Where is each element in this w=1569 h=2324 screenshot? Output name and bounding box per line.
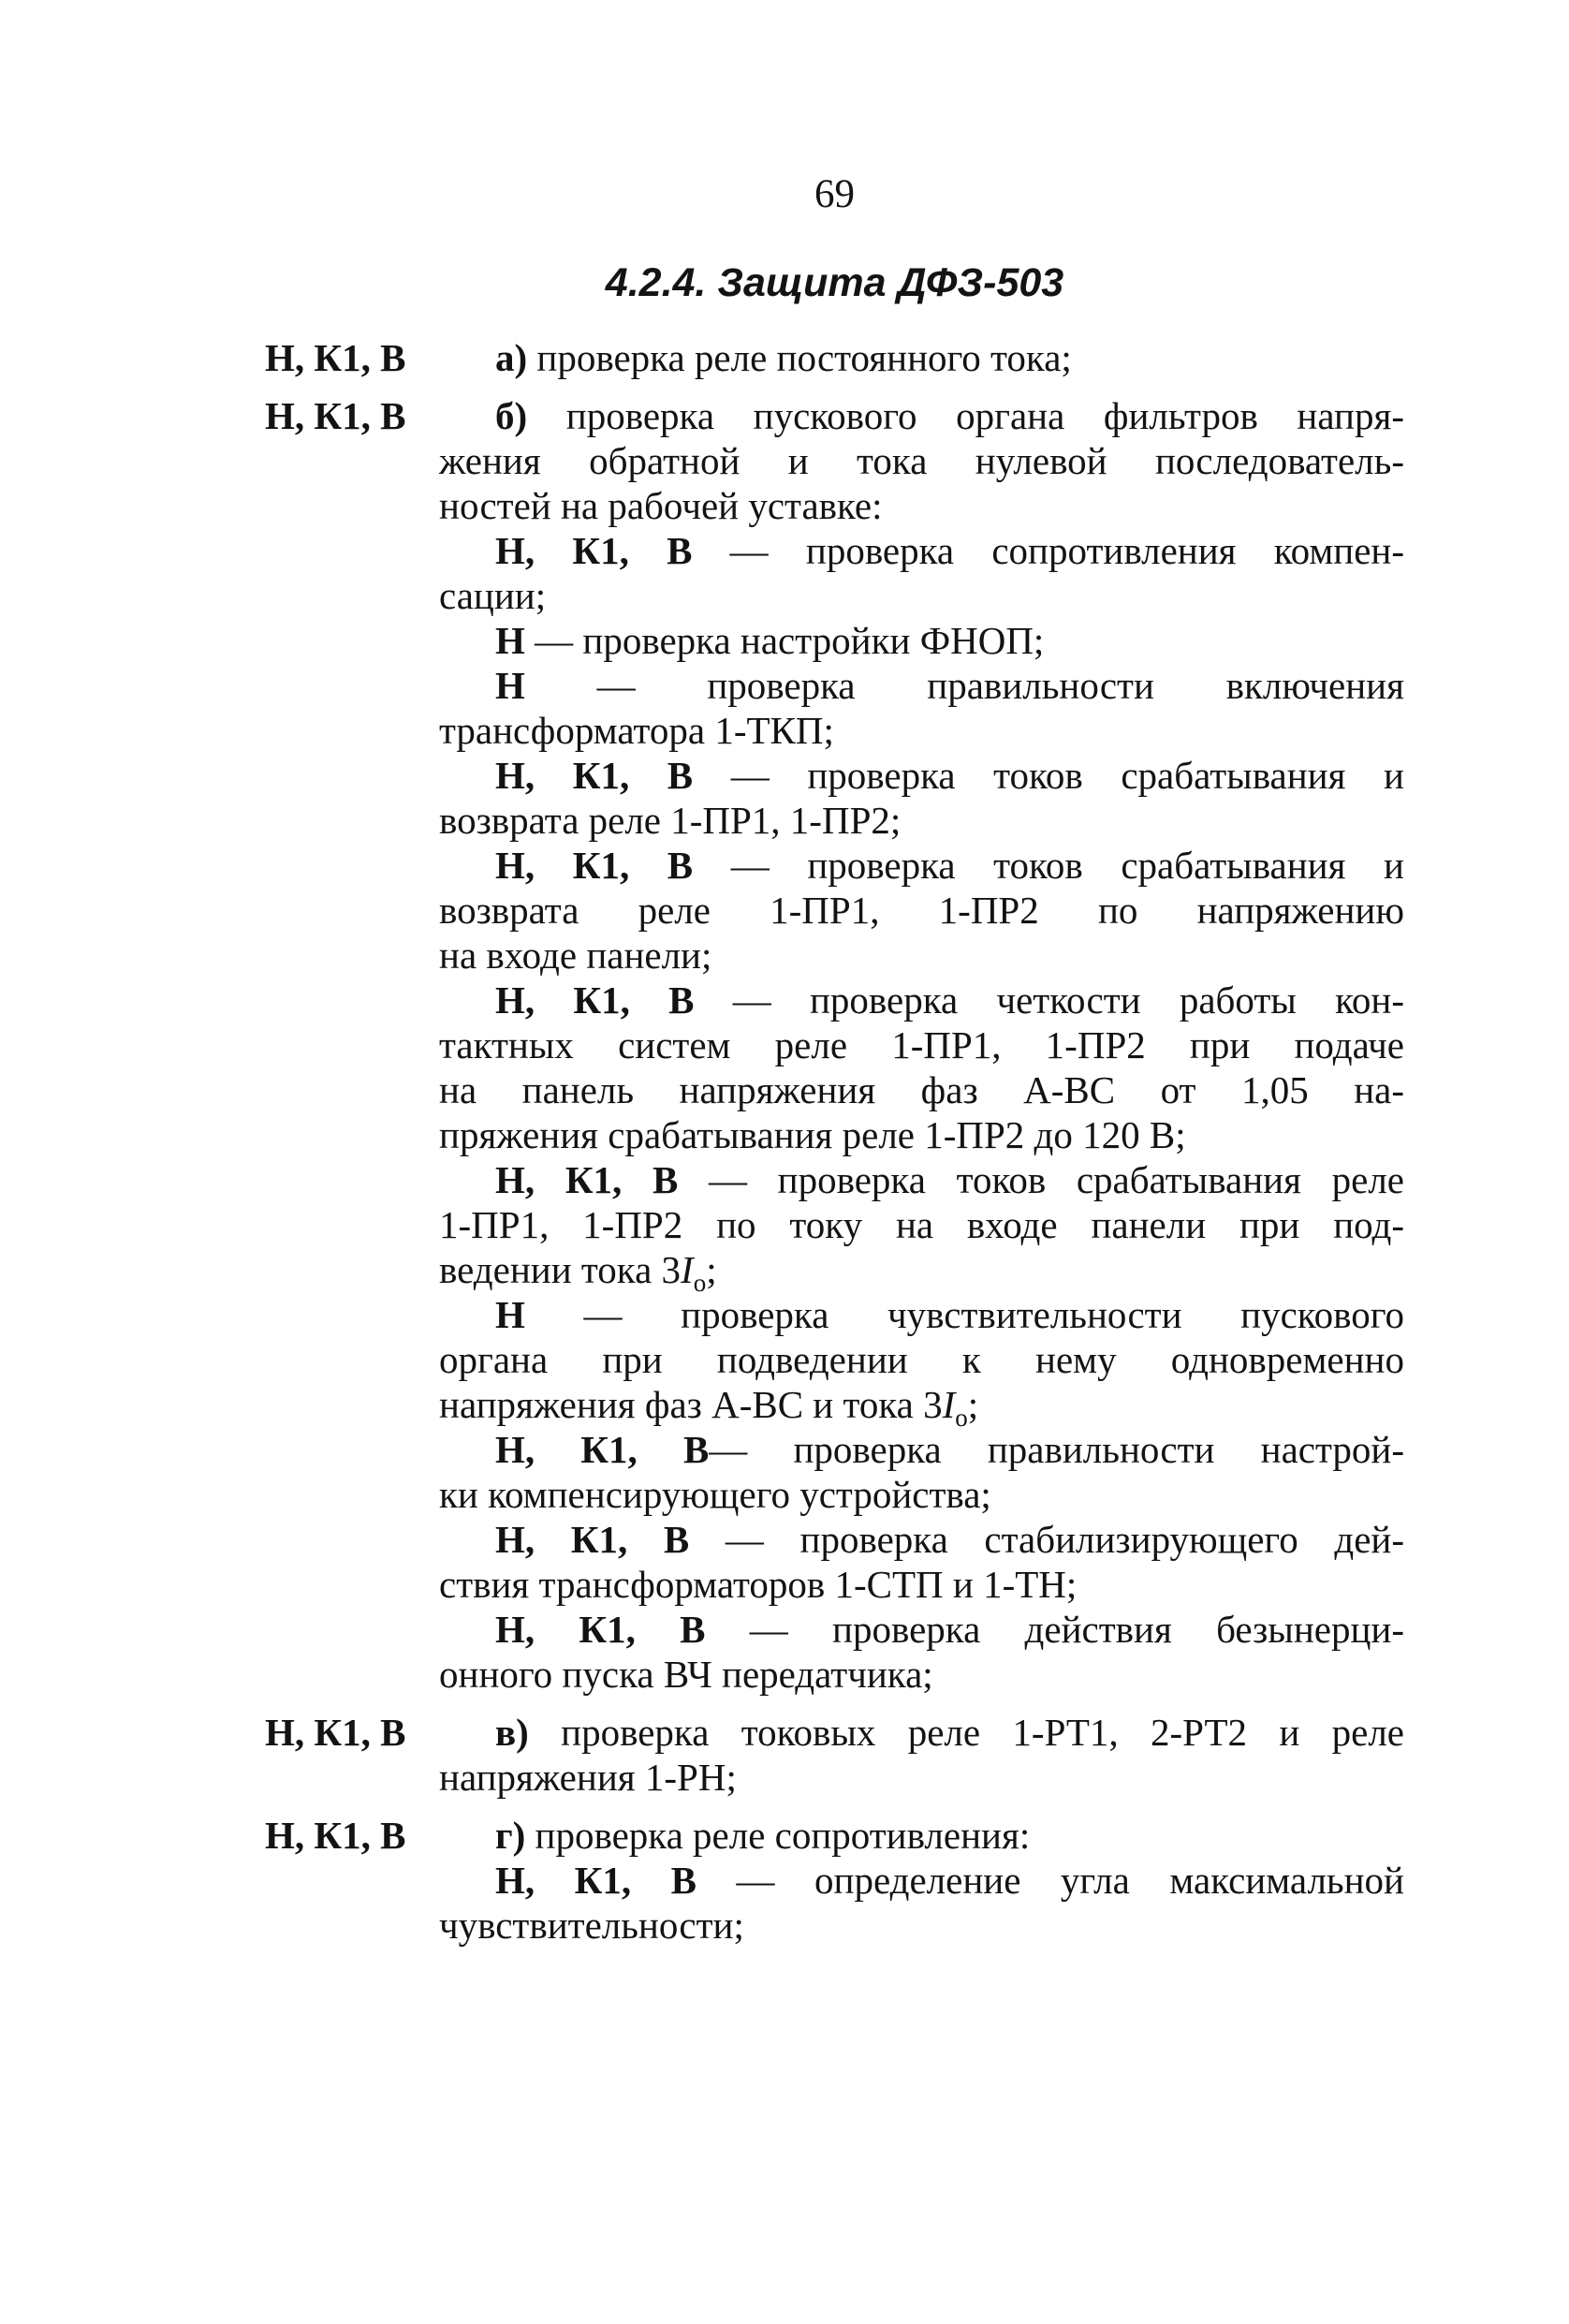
- row-label: Н, К1, В: [265, 336, 406, 379]
- text-line: [439, 843, 1404, 888]
- subitem-prefix: Н, К1, В: [495, 1608, 706, 1651]
- line-text: — проверка сопротивления компен-: [692, 529, 1404, 572]
- subitem-prefix: Н, К1, В: [495, 844, 694, 887]
- text-line: [439, 888, 1404, 933]
- text-line: [439, 393, 1404, 438]
- paragraph: [439, 393, 1404, 528]
- item-marker: б): [495, 394, 528, 437]
- formula-3I0-subscript: о: [693, 1269, 707, 1297]
- text-line: [439, 1903, 1404, 1948]
- requirements-list: [265, 335, 1404, 1948]
- row-body: [439, 335, 1404, 380]
- text-line: [439, 798, 1404, 843]
- line-text: — проверка четкости работы кон-: [694, 978, 1405, 1022]
- line-text: — проверка правильности настрой-: [709, 1428, 1404, 1471]
- subitem-prefix: Н, К1, В: [495, 978, 695, 1022]
- text-line: [439, 708, 1404, 753]
- text-line: [439, 1652, 1404, 1697]
- row-label: Н, К1, В: [265, 1814, 406, 1857]
- line-text: сации;: [439, 574, 547, 617]
- line-text: — определение угла максимальной: [697, 1859, 1405, 1902]
- page-number: 69: [814, 172, 855, 216]
- item-marker: а): [495, 336, 528, 379]
- text-line: [439, 618, 1404, 663]
- sub-paragraph: [439, 618, 1404, 663]
- sub-paragraph: [439, 528, 1404, 618]
- line-text: — проверка токов срабатывания и: [693, 844, 1404, 887]
- row-body: [439, 1710, 1404, 1800]
- line-text: ;: [706, 1248, 717, 1291]
- text-line: [439, 1517, 1404, 1562]
- line-text: онного пуска ВЧ передатчика;: [439, 1653, 933, 1696]
- text-line: [439, 1067, 1404, 1112]
- list-row: [265, 1813, 1404, 1948]
- sub-paragraph: [439, 843, 1404, 978]
- line-text: возврата реле 1-ПР1, 1-ПР2;: [439, 799, 902, 842]
- text-line: [439, 438, 1404, 483]
- text-line: [439, 1858, 1404, 1903]
- text-block: [265, 0, 1404, 1948]
- text-line: [439, 753, 1404, 798]
- line-text: ведении тока 3: [439, 1248, 682, 1291]
- subitem-prefix: Н, К1, В: [495, 1158, 679, 1201]
- text-line: [439, 1562, 1404, 1607]
- sub-paragraph: [439, 663, 1404, 753]
- paragraph: [439, 1813, 1404, 1858]
- text-line: [439, 1427, 1404, 1472]
- paragraph: [439, 335, 1404, 380]
- line-text: — проверка настройки ФНОП;: [524, 619, 1045, 662]
- line-text: возврата реле 1-ПР1, 1-ПР2 по напряжению: [439, 889, 1404, 932]
- text-line: [439, 1292, 1404, 1337]
- subitem-prefix: Н, К1, В: [495, 529, 693, 572]
- line-text: — проверка токов срабатывания реле: [678, 1158, 1404, 1201]
- text-line: [439, 1472, 1404, 1517]
- sub-paragraph: [439, 1517, 1404, 1607]
- line-text: напряжения фаз А-ВС и тока 3: [439, 1383, 943, 1426]
- line-text: проверка пускового органа фильтров напря-: [527, 394, 1404, 437]
- line-text: — проверка действия безынерци-: [705, 1608, 1405, 1651]
- line-text: напряжения 1-РН;: [439, 1756, 737, 1799]
- line-text: на входе панели;: [439, 934, 712, 977]
- line-text: — проверка стабилизирующего дей-: [689, 1518, 1405, 1561]
- line-text: — проверка чувствительности пускового: [524, 1293, 1404, 1336]
- text-line: [439, 1157, 1404, 1202]
- text-line: [439, 1813, 1404, 1858]
- formula-3I0-symbol: I: [681, 1248, 694, 1291]
- row-label: Н, К1, В: [265, 394, 406, 437]
- line-text: ;: [967, 1383, 979, 1426]
- line-text: жения обратной и тока нулевой последователь-: [439, 439, 1404, 482]
- text-line: [439, 1202, 1404, 1247]
- subitem-prefix: Н, К1, В: [495, 1859, 697, 1902]
- text-line: [439, 335, 1404, 380]
- subitem-prefix: Н, К1, В: [495, 1428, 710, 1471]
- text-line: [439, 1607, 1404, 1652]
- text-line: [439, 1112, 1404, 1157]
- text-line: [439, 1337, 1404, 1382]
- sub-paragraph: [439, 978, 1404, 1157]
- text-line: [439, 483, 1404, 528]
- line-text: органа при подведении к нему одновременно: [439, 1338, 1404, 1381]
- subitem-prefix: Н: [495, 619, 525, 662]
- text-line: [439, 1022, 1404, 1067]
- line-text: проверка реле постоянного тока;: [527, 336, 1072, 379]
- line-text: проверка токовых реле 1-РТ1, 2-РТ2 и реле: [528, 1711, 1404, 1754]
- line-text: тактных систем реле 1-ПР1, 1-ПР2 при подаче: [439, 1023, 1404, 1066]
- text-line: [439, 978, 1404, 1022]
- line-text: 1-ПР1, 1-ПР2 по току на входе панели при под-: [439, 1203, 1404, 1246]
- line-text: ки компенсирующего устройства;: [439, 1473, 991, 1516]
- text-line: [439, 1382, 1404, 1432]
- item-marker: в): [495, 1711, 529, 1754]
- text-line: [439, 1710, 1404, 1755]
- paragraph: [439, 1710, 1404, 1800]
- sub-paragraph: [439, 1858, 1404, 1948]
- row-label: Н, К1, В: [265, 1711, 406, 1754]
- line-text: — проверка правильности включения: [524, 664, 1404, 707]
- text-line: [439, 663, 1404, 708]
- subitem-prefix: Н: [495, 664, 525, 707]
- line-text: проверка реле сопротивления:: [525, 1814, 1031, 1857]
- line-text: ствия трансформаторов 1-СТП и 1-ТН;: [439, 1563, 1078, 1606]
- sub-paragraph: [439, 1427, 1404, 1517]
- line-text: — проверка токов срабатывания и: [693, 754, 1404, 797]
- subitem-prefix: Н: [495, 1293, 525, 1336]
- subitem-prefix: Н, К1, В: [495, 754, 694, 797]
- list-row: [265, 335, 1404, 380]
- sub-paragraph: [439, 753, 1404, 843]
- text-line: [439, 1755, 1404, 1800]
- section-heading: 4.2.4. Защита ДФЗ-503: [605, 260, 1064, 305]
- item-marker: г): [495, 1814, 526, 1857]
- sub-paragraph: [439, 1157, 1404, 1297]
- line-text: трансформатора 1-ТКП;: [439, 709, 834, 752]
- row-body: [439, 1813, 1404, 1948]
- line-text: на панель напряжения фаз А-ВС от 1,05 на-: [439, 1068, 1404, 1111]
- line-text: ностей на рабочей уставке:: [439, 484, 883, 527]
- list-row: [265, 1710, 1404, 1800]
- formula-3I0-symbol: I: [942, 1383, 956, 1426]
- row-body: [439, 393, 1404, 1697]
- sub-paragraph: [439, 1607, 1404, 1697]
- text-line: [439, 933, 1404, 978]
- formula-3I0-subscript: о: [955, 1404, 968, 1432]
- text-line: [439, 1247, 1404, 1297]
- subitem-prefix: Н, К1, В: [495, 1518, 690, 1561]
- list-row: [265, 393, 1404, 1697]
- line-text: пряжения срабатывания реле 1-ПР2 до 120 В;: [439, 1113, 1186, 1156]
- line-text: чувствительности;: [439, 1904, 744, 1947]
- text-line: [439, 573, 1404, 618]
- text-line: [439, 528, 1404, 573]
- sub-paragraph: [439, 1292, 1404, 1432]
